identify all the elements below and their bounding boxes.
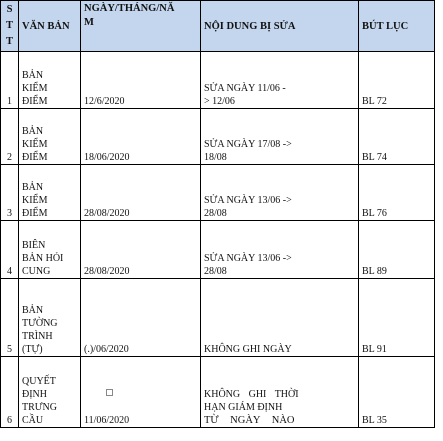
cell-noi-dung	[201, 52, 359, 109]
table-row	[1, 165, 435, 221]
header-ngay-line1: NGÀY/THÁNG/NĂ	[84, 3, 175, 14]
cell-but-luc: BL 35	[359, 357, 435, 428]
noi-dung-line: TỪ NGÀY NÀO	[204, 415, 295, 426]
noi-dung-line: 18/08	[204, 152, 227, 163]
cell-noi-dung	[201, 109, 359, 165]
cell-van-ban	[19, 279, 81, 357]
header-but-luc: BÚT LỤC	[359, 1, 435, 52]
van-ban-word: ĐỊNH	[22, 389, 47, 400]
cell-stt: 2	[1, 109, 19, 165]
table-header	[1, 1, 435, 52]
cell-noi-dung	[201, 279, 359, 357]
table-row	[1, 279, 435, 357]
noi-dung-line: 28/08	[204, 266, 227, 277]
noi-dung-line: 28/08	[204, 208, 227, 219]
van-ban-word: KIỂM	[22, 195, 48, 206]
cell-stt: 5	[1, 279, 19, 357]
noi-dung-line: SỬA NGÀY 17/08 ->	[204, 139, 292, 150]
noi-dung-line: KHÔNG GHI NGÀY	[204, 344, 292, 355]
cell-stt: 3	[1, 165, 19, 221]
ngay-value: 11/06/2020	[84, 415, 130, 426]
cell-ngay: 28/08/2020	[81, 221, 201, 279]
table-row	[1, 357, 435, 428]
van-ban-word: TƯỜNG	[22, 318, 58, 329]
cell-noi-dung	[201, 221, 359, 279]
cell-stt: 1	[1, 52, 19, 109]
cell-ngay	[81, 357, 201, 428]
noi-dung-line: SỬA NGÀY 11/06 -	[204, 83, 286, 94]
table-row	[1, 109, 435, 165]
cell-but-luc: BL 74	[359, 109, 435, 165]
van-ban-word: BIÊN	[22, 240, 46, 251]
van-ban-word: BẢN	[22, 182, 44, 193]
van-ban-word: ĐIỂM	[22, 208, 48, 219]
cell-ngay: 18/06/2020	[81, 109, 201, 165]
van-ban-word: TRƯNG	[22, 402, 57, 413]
van-ban-word: KIỂM	[22, 83, 48, 94]
van-ban-word: ĐIỂM	[22, 152, 48, 163]
cell-van-ban	[19, 165, 81, 221]
cell-ngay: 12/6/2020	[81, 52, 201, 109]
van-ban-word: TRÌNH	[22, 331, 53, 342]
cell-stt: 6	[1, 357, 19, 428]
cell-ngay: (.)/06/2020	[81, 279, 201, 357]
van-ban-word: (TỰ)	[22, 344, 43, 355]
table-row	[1, 52, 435, 109]
cell-van-ban	[19, 109, 81, 165]
header-van-ban: VĂN BẢN	[19, 1, 81, 52]
cell-noi-dung	[201, 357, 359, 428]
noi-dung-line: SỬA NGÀY 13/06 ->	[204, 195, 292, 206]
cell-stt: 4	[1, 221, 19, 279]
van-ban-word: ĐIỂM	[22, 96, 48, 107]
cell-van-ban	[19, 52, 81, 109]
cell-but-luc: BL 76	[359, 165, 435, 221]
header-noi-dung: NỘI DUNG BỊ SỬA	[201, 1, 359, 52]
cell-but-luc: BL 89	[359, 221, 435, 279]
van-ban-word: QUYẾT	[22, 376, 56, 387]
van-ban-word: KIỂM	[22, 139, 48, 150]
noi-dung-line: KHÔNG GHI THỜI	[204, 389, 299, 400]
van-ban-word: BẢN	[22, 126, 44, 137]
van-ban-word: CẦU	[22, 415, 44, 426]
van-ban-word: BẢN	[22, 70, 44, 81]
header-stt: S T T	[1, 1, 19, 52]
cell-ngay: 28/08/2020	[81, 165, 201, 221]
cell-van-ban	[19, 221, 81, 279]
noi-dung-line: HẠN GIÁM ĐỊNH	[204, 402, 283, 413]
noi-dung-line: > 12/06	[204, 96, 235, 107]
header-ngay-line2: M	[84, 17, 94, 28]
cell-noi-dung	[201, 165, 359, 221]
cell-but-luc: BL 91	[359, 279, 435, 357]
van-ban-word: CUNG	[22, 266, 51, 277]
van-ban-word: BẢN HỎI	[22, 253, 64, 264]
noi-dung-line: SỬA NGÀY 13/06 ->	[204, 253, 292, 264]
header-ngay	[81, 1, 201, 52]
cell-van-ban	[19, 357, 81, 428]
placeholder-box-icon	[106, 389, 113, 396]
cell-but-luc: BL 72	[359, 52, 435, 109]
van-ban-word: BẢN	[22, 305, 44, 316]
table-row	[1, 221, 435, 279]
